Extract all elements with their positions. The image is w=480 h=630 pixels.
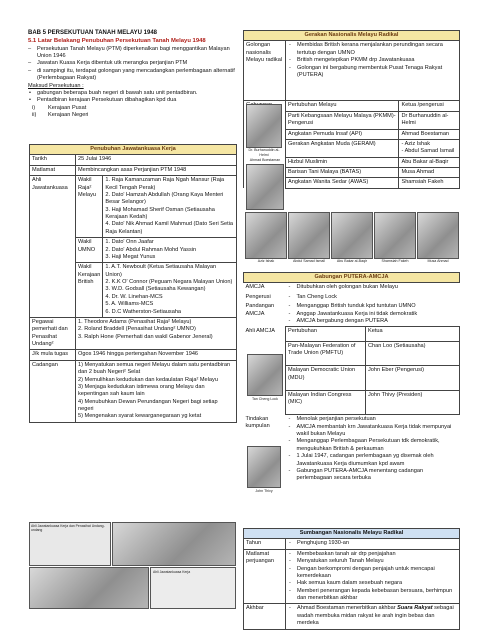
sub-text: Kerajaan Negeri [48,112,89,119]
portrait-caption: Musa Ahmad [427,259,449,264]
snmr-tahun-label: Tahun [244,539,286,549]
pa-org: Pan-Malayan Federation of Trade Union (PMFTU) [286,341,366,366]
member: 1. Raja Kamaruzaman Raja Ngah Mansur (Raja Kecil Tengah Perak) [105,177,225,191]
gnmr-head: - Aziz Ishak - Abdul Samad Ismail [399,139,460,157]
pa-org: Malayan Democratic Union (MDU) [286,366,366,391]
pa-amcja-label: AMCJA [245,284,265,291]
tindakan-item: - 1 Julai 1947, cadangan perlembagaan yg disemak oleh Jawatankuasa Kerja diumumkan kpd awam [288,453,458,468]
pa-title: Gabungan PUTERA-AMCJA [244,273,460,283]
jk-group-members [103,263,237,318]
portrait-caption: Abu Bakar al-Baqir [336,259,368,264]
pa-amcja-value [286,283,460,293]
jk-pegawai-label: Pegawai pemerhati dan Penasihat Undang² [30,317,76,350]
tindakan-item: - Menganggap Perlembagaan Persekutuan tdk demokratik, mengukuhkan British & perkauman [288,438,458,453]
photo-caption: Ahli Jawatankuasa Kerja [153,570,191,574]
member: 4. Dato' Nik Ahmad Kamil Mahmud (Dato Seri Setia Raja Kelantan) [105,221,233,235]
committee-photo-1 [29,522,111,566]
committee-photo-2 [112,522,236,566]
portrait [331,212,373,259]
jk-mula-label: J/k mula tugas [30,350,76,360]
portrait-cell [288,212,330,264]
member: 3. W.D. Godsall (Setiausaha Kewangan) [105,286,206,293]
cadangan-item: 1) Menyatukan semua negeri Melayu dalam satu pentadbiran dan 2 buah Negeri² Selat [78,361,231,376]
portrait [245,212,287,259]
jk-group-members [103,176,237,238]
maksud-sub [28,105,236,120]
gnmr-col-org: Pertubuhan Melayu [286,101,399,111]
pa-tindakan-label: Tindakan kumpulan [245,415,270,430]
member: 6. D.C Watherston-Setiausaha [105,308,182,315]
intro-item: – di sampingi itu, terdapat golongan yang mencadangkan perlembagaan alternatif (Perlembagaan Rakyat) [28,68,236,83]
jk-tarikh-label: Tarikh [30,155,76,165]
cadangan-item: 5) Mengenakan syarat kewarganegaraan yg ketat [78,413,202,420]
sub-num: ii) [32,112,37,119]
maksud-heading: Maksud Persekutuan : [28,82,84,89]
snmr-matlamat-label: Matlamat perjuangan [244,549,286,604]
portrait-cell [374,212,416,264]
member: 1. Dato' Onn Jaafar [105,239,154,246]
pa-head: John Eber (Pengerusi) [366,366,460,391]
tahun-item: - Penghujung 1930-an [288,540,457,547]
sub-text: Kerajaan Pusat [48,104,87,111]
jk-group-label: Wakil Kerajaan British [76,263,103,318]
portrait [374,212,416,259]
pa-pandangan-label: Pandangan AMCJA [245,303,275,317]
pa-head: Chan Loo (Setiausaha) [366,341,460,366]
portrait-cell [245,212,287,264]
maksud-list [28,90,236,105]
snmr-table [243,528,460,630]
pandangan-item: - AMCJA bergabung dengan PUTERA [288,318,458,325]
gnmr-golongan-items [286,41,460,101]
matlamat-item: - Memberi penerangan kepada kebebasan bersuara, berhimpun dan menerbitkan akhbar [288,588,457,603]
jk-cadangan-label: Cadangan [30,360,76,422]
pa-col-head: Ketua [366,327,460,341]
member: 3. Haji Megat Yunus [105,253,156,260]
gnmr-org: Barisan Tani Malaya (BATAS) [286,168,399,178]
snmr-tahun-value [286,539,460,549]
portrait-cell [417,212,459,264]
jk-mula-value: Ogos 1946 hingga pertengahan November 1946 [76,350,237,360]
member: 1. A.T. Newboult (Ketua Setiausaha Malayan Union) [105,264,217,278]
member: 2. Dato' Abdul Rahman Mohd Yassin [105,246,197,253]
page-title: BAB 5 PERSEKUTUAN TANAH MELAYU 1948 [28,30,158,36]
gnmr-head: Dr Burhanuddin al-Helmi [399,111,460,129]
jk-matlamat-value: Membincangkan asas Perjanjian PTM 1948 [76,165,237,175]
portrait [288,212,330,259]
intro-item: – Jawatan Kuasa Kerja dibentuk utk merangka perjanjian PTM [28,60,236,67]
matlamat-item: - Hak semua kaum dalam sesebuah negara [288,580,457,587]
golongan-item: - Membidas British kerana menjalankan perundingan secara tertutup dengan UMNO [288,42,457,57]
gnmr-org: Angkatan Wanita Sedar (AWAS) [286,178,399,188]
portrait-cell [331,212,373,264]
pa-amcja-item: - Ditubuhkan oleh golongan bukan Melayu [288,284,458,291]
pandangan-item: - Anggap Jawatankuasa Kerja ini tidak demokratik [288,311,458,318]
jk-title: Penubuhan Jawatankuasa Kerja [30,145,237,155]
snmr-title: Sumbangan Nasionalis Melayu Radikal [244,529,460,539]
cadangan-item: 4) Menubuhkan Dewan Perundangan Negeri bagi setiap negeri [78,398,218,412]
golongan-item: - Golongan ini bergabung membentuk Pusat Tenaga Rakyat (PUTERA) [288,65,457,80]
snmr-akhbar-label: Akhbar [244,604,286,629]
snmr-matlamat-items [286,549,460,604]
sub-num: i) [32,104,36,111]
snmr-akhbar-value [286,604,460,629]
gnmr-org: Angkatan Pemuda Insaf (API) [286,129,399,139]
intro-item: – Persekutuan Tanah Melayu (PTM) diperkenalkan bagi menggantikan Malayan Union 1946 [28,46,236,61]
portrait-boestaman [246,164,284,210]
tindakan-item: - Gabungan PUTERA-AMCJA menentang cadangan perlembagaan secara terbuka [288,468,458,483]
jk-tarikh-value: 25 Julai 1946 [76,155,237,165]
member: 3. Ralph Hone (Pemerhati dan wakil Gabenor Jeneral) [78,333,213,340]
section-title: 5.1 Latar Belakang Penubuhan Persekutuan Tanah Melayu 1948 [28,37,206,44]
committee-photo-3 [29,567,149,609]
member: 2. Roland Braddell (Penasihat Undang² UMNO) [78,326,196,333]
cadangan-item: 3) Menjaga kedudukan istimewa orang Melayu dan kepentingan sah kaum lain [78,383,205,398]
maksud-item: • gabungan beberapa buah negeri di bawah satu unit pentadbiran. [28,90,236,97]
gnmr-golongan-label: Golongan nasionalis Melayu radikal [244,41,286,101]
pa-pengerusi-item: - Tan Cheng Lock [288,294,458,301]
intro-list [28,46,236,83]
portrait-caption: Aziz Ishak [257,259,275,264]
caption-boestaman: Ahmad Boestaman [249,158,281,162]
gnmr-head: Shamsiah Fakeh [399,178,460,188]
cadangan-item: 2) Memulihkan kedudukan dan kedaulatan Raja² Melayu [78,376,218,383]
matlamat-item: - Menyatukan seluruh Tanah Melayu [288,558,457,565]
pa-org: Malayan Indian Congress (MIC) [286,390,366,415]
portrait-caption: Shamsiah Fakeh [381,259,409,264]
left-column [28,30,236,119]
maksud-item: • Pentadbiran kerajaan Persekutuan dibahagikan kpd dua [28,97,236,104]
photo-caption: Ahli Jawatankuasa Kerja dan Penasihat Undang-undang [31,524,105,533]
gnmr-col-head: Ketua /pengerusi [399,101,460,111]
gnmr-org: Parti Kebangsaan Melayu Malaya (PKMM)-Pengerusi [286,111,399,129]
portrait-john-thivy [247,446,281,488]
jk-matlamat-label: Matlamat [30,165,76,175]
member: 1. Theodore Adams (Penasihat Raja² Melayu) [78,318,192,325]
golongan-item: - British mengetepikan PKMM drp Jawatankuasa [288,57,457,64]
pa-tindakan-items [286,415,460,511]
pa-ahli-label: Ahli AMCJA [245,327,276,334]
tindakan-item: - Menolak perjanjian persekutuan [288,416,458,423]
caption-burhanuddin: Dr. Burhanuddin al-Helmi [248,148,280,157]
akhbar-pre: Ahmad Boestaman menerbitkan akhbar [297,605,398,612]
member: 2. K.K O' Connor (Peguam Negara Malayan Union) [105,279,233,285]
pa-col-org: Pertubuhan [286,327,366,341]
gnmr-head: Ahmad Boestaman [399,129,460,139]
pa-pengerusi-value [286,293,460,302]
gnmr-org: Hizbul Muslimin [286,157,399,167]
portrait-row [245,212,459,264]
jk-table [29,144,237,423]
pa-head: John Thivy (Presiden) [366,390,460,415]
gnmr-head: Abu Bakar al-Baqir [399,157,460,167]
matlamat-item: - Dengan berkompromi dengan penjajah untuk mencapai kemerdekaan [288,566,457,581]
pandangan-item: - Menganggap British tunduk kpd tuntutan UMNO [288,303,458,310]
jk-group-label: Wakil UMNO [76,238,103,263]
tindakan-item: - AMCJA membantah krn Jawatankuasa Kerja tidak mempunyai wakil bukan Melayu [288,424,458,439]
akhbar-item [288,605,457,627]
jk-cadangan-items [76,360,237,422]
portrait-tan-cheng-lock [247,354,283,396]
jk-pegawai-members [76,317,237,350]
member: 2. Dato' Hamzah Abdullah (Orang Kaya Menteri Besar Selangor) [105,191,224,206]
pa-pengerusi-label: Pengerusi [245,293,271,300]
gnmr-title: Gerakan Nasionalis Melayu Radikal [244,31,460,41]
jk-ahli-label: Ahli Jawatankuasa [30,176,76,318]
matlamat-item: - Membebaskan tanah air drp penjajahan [288,551,457,558]
member: 5. A. Williams-MCS [105,301,154,308]
portrait-caption: Abdul Samad Ismail [293,259,325,264]
caption-tan-cheng-lock: Tan Cheng Lock [252,397,278,401]
gnmr-org: Gerakan Angkatan Muda (GERAM) [286,139,399,157]
member: 4. Dr. W. Linehan-MCS [105,293,163,300]
member: 3. Haji Mohamad Sherif Osman (Setiausaha Kerajaan Kedah) [105,206,215,220]
akhbar-title: Suara Rakyat [397,605,433,612]
jk-group-label: Wakil Raja² Melayu [76,176,103,238]
caption-john-thivy: John Thivy [255,489,273,493]
portrait-burhanuddin [246,104,282,148]
pa-pandangan-items [286,302,460,327]
portrait [417,212,459,259]
jk-group-members [103,238,237,263]
gnmr-head: Musa Ahmad [399,168,460,178]
akhbar-post: sebagai wadah membuka midan rakyat ke arah ingin bebas dan merdeka [297,605,454,627]
committee-photo-4 [150,567,236,609]
